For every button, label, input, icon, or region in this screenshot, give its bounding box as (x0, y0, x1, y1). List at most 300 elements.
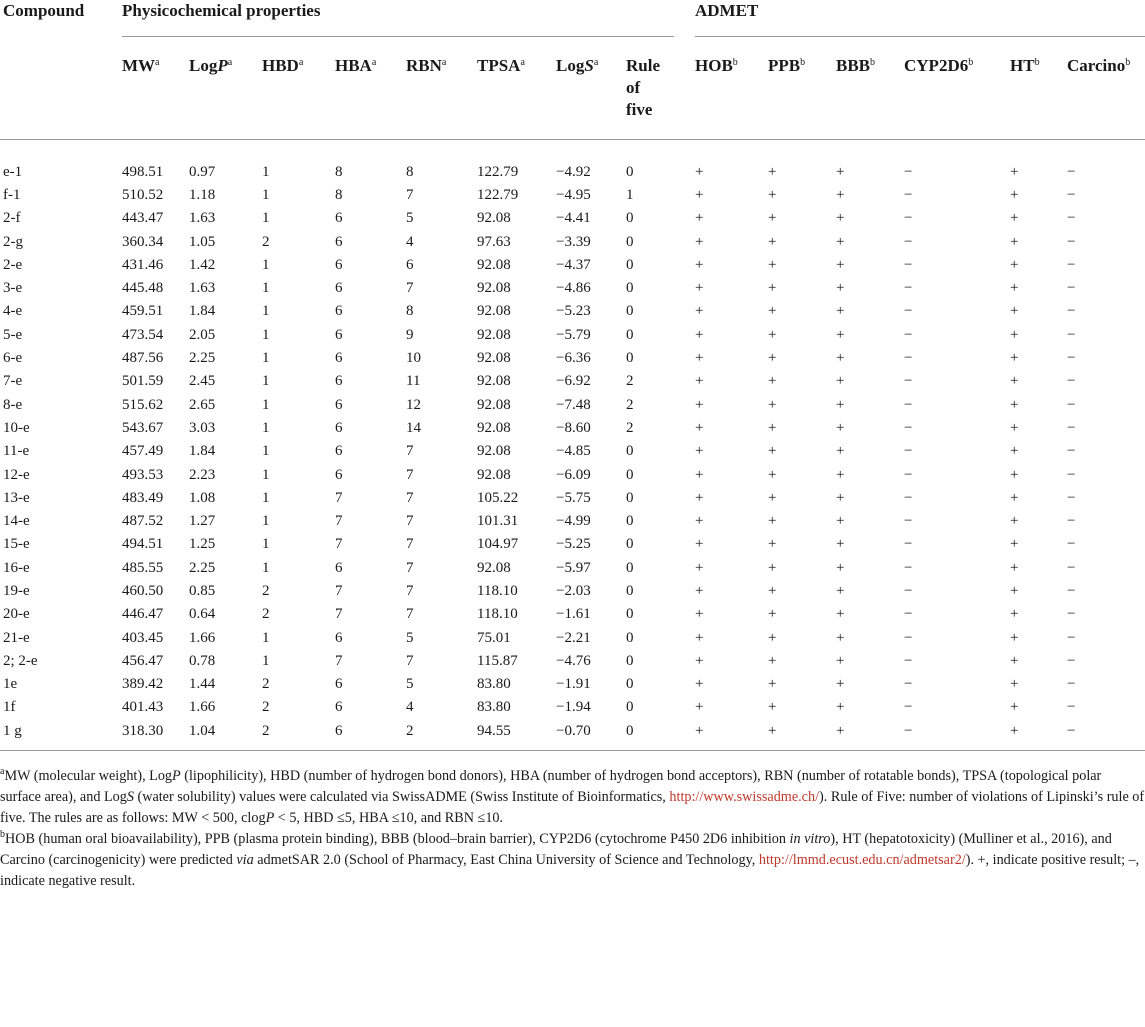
cell-rule-of-five: 0 (626, 513, 634, 530)
swissadme-link[interactable]: http://www.swissadme.ch/ (669, 789, 820, 805)
cell-ppb: + (768, 513, 777, 530)
cell-mw: 485.55 (122, 559, 164, 576)
cell-logs: −4.99 (556, 513, 591, 530)
cell-tpsa: 92.08 (477, 559, 511, 576)
cell-hob: + (695, 582, 704, 599)
cell-ppb: + (768, 536, 777, 553)
admetsar-link[interactable]: http://lmmd.ecust.edu.cn/admetsar2/ (758, 852, 966, 868)
cell-ppb: + (768, 629, 777, 646)
cell-logp: 1.44 (189, 676, 216, 693)
cell-rule-of-five: 0 (626, 466, 634, 483)
cell-hba: 6 (335, 210, 343, 227)
cell-rbn: 7 (406, 582, 414, 599)
cell-hob: + (695, 722, 704, 739)
cell-hba: 6 (335, 699, 343, 716)
cell-logs: −5.97 (556, 559, 591, 576)
cell-hbd: 1 (262, 373, 270, 390)
header-admet: ADMET (695, 1, 759, 20)
cell-logs: −4.85 (556, 443, 591, 460)
cell-cyp2d6: − (904, 210, 913, 227)
cell-hba: 6 (335, 466, 343, 483)
cell-logp: 1.66 (189, 629, 216, 646)
cell-compound: 16-e (3, 559, 30, 576)
cell-ht: + (1010, 350, 1019, 367)
cell-compound: 1f (3, 699, 16, 716)
cell-compound: 21-e (3, 629, 30, 646)
col-hba: HBA$^a$ (335, 56, 377, 75)
table-row (0, 440, 1145, 463)
cell-rule-of-five: 0 (626, 629, 634, 646)
cell-rbn: 5 (406, 676, 414, 693)
cell-ht: + (1010, 233, 1019, 250)
cell-rbn: 8 (406, 303, 414, 320)
cell-logs: −3.39 (556, 233, 591, 250)
cell-tpsa: 83.80 (477, 699, 511, 716)
cell-ppb: + (768, 489, 777, 506)
cell-compound: 20-e (3, 606, 30, 623)
cell-hob: + (695, 489, 704, 506)
cell-hbd: 2 (262, 722, 270, 739)
cell-carcino: − (1067, 652, 1076, 669)
cell-rule-of-five: 0 (626, 652, 634, 669)
cell-ht: + (1010, 210, 1019, 227)
cell-rule-of-five: 0 (626, 559, 634, 576)
cell-mw: 431.46 (122, 256, 164, 273)
cell-carcino: − (1067, 303, 1076, 320)
cell-hob: + (695, 419, 704, 436)
cell-tpsa: 92.08 (477, 210, 511, 227)
col-hob: HOB$^b$ (695, 56, 738, 75)
cell-hob: + (695, 652, 704, 669)
cell-logp: 2.65 (189, 396, 216, 413)
cell-hob: + (695, 163, 704, 180)
cell-bbb: + (836, 233, 845, 250)
cell-carcino: − (1067, 280, 1076, 297)
cell-logp: 1.05 (189, 233, 216, 250)
cell-hob: + (695, 536, 704, 553)
cell-bbb: + (836, 559, 845, 576)
physicochemical-underline (122, 36, 674, 37)
cell-ppb: + (768, 419, 777, 436)
cell-ppb: + (768, 582, 777, 599)
cell-logp: 1.63 (189, 210, 216, 227)
table-row (0, 673, 1145, 696)
cell-tpsa: 92.08 (477, 419, 511, 436)
cell-tpsa: 92.08 (477, 256, 511, 273)
table-row (0, 463, 1145, 486)
cell-mw: 501.59 (122, 373, 164, 390)
cell-rule-of-five: 0 (626, 676, 634, 693)
cell-rbn: 7 (406, 280, 414, 297)
cell-ht: + (1010, 489, 1019, 506)
cell-logp: 1.18 (189, 186, 216, 203)
cell-tpsa: 97.63 (477, 233, 511, 250)
cell-mw: 493.53 (122, 466, 164, 483)
cell-logp: 1.25 (189, 536, 216, 553)
cell-mw: 510.52 (122, 186, 164, 203)
cell-hba: 7 (335, 606, 343, 623)
cell-logs: −4.37 (556, 256, 591, 273)
cell-ppb: + (768, 559, 777, 576)
cell-mw: 487.56 (122, 350, 164, 367)
cell-cyp2d6: − (904, 606, 913, 623)
cell-logs: −4.95 (556, 186, 591, 203)
table-row (0, 649, 1145, 672)
cell-tpsa: 115.87 (477, 652, 518, 669)
cell-compound: 2-g (3, 233, 23, 250)
cell-tpsa: 83.80 (477, 676, 511, 693)
cell-hba: 6 (335, 676, 343, 693)
table-row (0, 253, 1145, 276)
cell-logs: −2.03 (556, 582, 591, 599)
cell-ht: + (1010, 326, 1019, 343)
cell-ht: + (1010, 280, 1019, 297)
cell-hba: 7 (335, 489, 343, 506)
cell-rbn: 7 (406, 186, 414, 203)
cell-rule-of-five: 0 (626, 210, 634, 227)
cell-carcino: − (1067, 373, 1076, 390)
cell-rbn: 7 (406, 513, 414, 530)
cell-hbd: 1 (262, 629, 270, 646)
cell-compound: 4-e (3, 303, 23, 320)
table-row (0, 276, 1145, 299)
cell-logs: −4.92 (556, 163, 591, 180)
cell-hba: 7 (335, 582, 343, 599)
cell-logp: 1.84 (189, 303, 216, 320)
cell-hbd: 1 (262, 536, 270, 553)
cell-hbd: 2 (262, 606, 270, 623)
cell-carcino: − (1067, 210, 1076, 227)
cell-logs: −5.25 (556, 536, 591, 553)
cell-tpsa: 92.08 (477, 326, 511, 343)
cell-ht: + (1010, 419, 1019, 436)
cell-rbn: 7 (406, 443, 414, 460)
table-row (0, 486, 1145, 509)
cell-hbd: 1 (262, 396, 270, 413)
cell-ht: + (1010, 373, 1019, 390)
cell-carcino: − (1067, 722, 1076, 739)
cell-logs: −6.92 (556, 373, 591, 390)
cell-hba: 6 (335, 373, 343, 390)
cell-tpsa: 92.08 (477, 280, 511, 297)
cell-ppb: + (768, 210, 777, 227)
cell-rbn: 9 (406, 326, 414, 343)
header-rule (0, 139, 1145, 140)
cell-rbn: 10 (406, 350, 421, 367)
cell-rule-of-five: 0 (626, 303, 634, 320)
cell-ppb: + (768, 350, 777, 367)
cell-bbb: + (836, 466, 845, 483)
cell-logs: −4.76 (556, 652, 591, 669)
cell-bbb: + (836, 652, 845, 669)
cell-ht: + (1010, 676, 1019, 693)
cell-carcino: − (1067, 699, 1076, 716)
cell-logp: 1.27 (189, 513, 216, 530)
cell-ht: + (1010, 163, 1019, 180)
cell-cyp2d6: − (904, 466, 913, 483)
cell-hob: + (695, 326, 704, 343)
cell-hob: + (695, 373, 704, 390)
cell-rule-of-five: 2 (626, 396, 634, 413)
cell-mw: 456.47 (122, 652, 164, 669)
cell-tpsa: 92.08 (477, 396, 511, 413)
cell-hbd: 1 (262, 326, 270, 343)
cell-bbb: + (836, 629, 845, 646)
cell-logp: 0.97 (189, 163, 216, 180)
cell-tpsa: 105.22 (477, 489, 519, 506)
cell-rule-of-five: 0 (626, 350, 634, 367)
cell-carcino: − (1067, 606, 1076, 623)
cell-compound: 2-e (3, 256, 23, 273)
cell-cyp2d6: − (904, 629, 913, 646)
cell-hob: + (695, 256, 704, 273)
cell-bbb: + (836, 606, 845, 623)
cell-bbb: + (836, 326, 845, 343)
cell-tpsa: 92.08 (477, 466, 511, 483)
table-row (0, 300, 1145, 323)
cell-tpsa: 92.08 (477, 303, 511, 320)
table-row (0, 346, 1145, 369)
cell-cyp2d6: − (904, 233, 913, 250)
cell-rule-of-five: 0 (626, 443, 634, 460)
cell-ppb: + (768, 233, 777, 250)
cell-hbd: 1 (262, 466, 270, 483)
table-row (0, 579, 1145, 602)
cell-ppb: + (768, 326, 777, 343)
cell-ht: + (1010, 536, 1019, 553)
cell-rule-of-five: 0 (626, 163, 634, 180)
table-row (0, 323, 1145, 346)
cell-logs: −4.41 (556, 210, 591, 227)
cell-compound: 11-e (3, 443, 30, 460)
cell-rbn: 4 (406, 699, 414, 716)
cell-hob: + (695, 303, 704, 320)
cell-hbd: 1 (262, 303, 270, 320)
cell-ppb: + (768, 163, 777, 180)
cell-cyp2d6: − (904, 303, 913, 320)
cell-compound: f-1 (3, 186, 21, 203)
cell-hba: 6 (335, 419, 343, 436)
cell-mw: 498.51 (122, 163, 164, 180)
cell-logs: −5.79 (556, 326, 591, 343)
cell-carcino: − (1067, 676, 1076, 693)
cell-hba: 6 (335, 233, 343, 250)
cell-hbd: 1 (262, 419, 270, 436)
footnotes (0, 766, 1145, 892)
footnote-a: $^a$MW (molecular weight), LogP (lipophilicity), HBD (number of hydrogen bond donors), HBA (number of hydrogen bond acceptors), RBN (number of rotatable bonds), TPSA (topological polar surface area), and LogS (water solubility) values were calculated via SwissADME (Swiss Institute of Bioinformatics, http://www.swissadme.ch/). Rule of Five: number of violations of Lipinski’s rule of five. The rules are as follows: MW < 500, clogP < 5, HBD ≤5, HBA ≤10, and RBN ≤10. (0, 766, 1145, 826)
table-row (0, 230, 1145, 253)
cell-bbb: + (836, 186, 845, 203)
cell-mw: 360.34 (122, 233, 164, 250)
cell-rule-of-five: 0 (626, 536, 634, 553)
cell-mw: 445.48 (122, 280, 164, 297)
cell-hba: 6 (335, 350, 343, 367)
cell-hbd: 1 (262, 210, 270, 227)
cell-logs: −2.21 (556, 629, 591, 646)
cell-hba: 6 (335, 722, 343, 739)
cell-bbb: + (836, 163, 845, 180)
cell-bbb: + (836, 303, 845, 320)
cell-ht: + (1010, 443, 1019, 460)
cell-tpsa: 104.97 (477, 536, 519, 553)
table-row (0, 416, 1145, 439)
cell-tpsa: 101.31 (477, 513, 519, 530)
cell-hba: 6 (335, 326, 343, 343)
cell-logs: −4.86 (556, 280, 591, 297)
cell-carcino: − (1067, 582, 1076, 599)
cell-cyp2d6: − (904, 652, 913, 669)
cell-carcino: − (1067, 419, 1076, 436)
header-compound: Compound (3, 1, 85, 20)
col-cyp2d6: CYP2D6$^b$ (904, 56, 974, 75)
cell-bbb: + (836, 513, 845, 530)
cell-hbd: 1 (262, 652, 270, 669)
cell-logp: 1.04 (189, 722, 216, 739)
cell-logp: 0.78 (189, 652, 216, 669)
cell-carcino: − (1067, 513, 1076, 530)
cell-ppb: + (768, 396, 777, 413)
cell-hob: + (695, 466, 704, 483)
cell-mw: 543.67 (122, 419, 164, 436)
cell-bbb: + (836, 419, 845, 436)
cell-rule-of-five: 0 (626, 233, 634, 250)
cell-hba: 6 (335, 443, 343, 460)
cell-hob: + (695, 443, 704, 460)
cell-logs: −7.48 (556, 396, 591, 413)
cell-carcino: − (1067, 326, 1076, 343)
cell-mw: 483.49 (122, 489, 164, 506)
cell-logs: −5.75 (556, 489, 591, 506)
cell-compound: 19-e (3, 582, 30, 599)
cell-bbb: + (836, 396, 845, 413)
cell-bbb: + (836, 489, 845, 506)
cell-mw: 389.42 (122, 676, 164, 693)
cell-hba: 6 (335, 559, 343, 576)
col-mw: $MW^a$ (122, 56, 160, 75)
cell-compound: 13-e (3, 489, 30, 506)
col-bbb: BBB$^b$ (836, 56, 876, 75)
cell-mw: 515.62 (122, 396, 164, 413)
cell-rbn: 11 (406, 373, 421, 390)
cell-rbn: 14 (406, 419, 421, 436)
col-ppb: PPB$^b$ (768, 56, 806, 75)
cell-rule-of-five: 0 (626, 722, 634, 739)
cell-compound: 3-e (3, 280, 23, 297)
table-row (0, 509, 1145, 532)
cell-hbd: 1 (262, 489, 270, 506)
cell-rbn: 7 (406, 489, 414, 506)
cell-logp: 2.25 (189, 350, 216, 367)
cell-rule-of-five: 0 (626, 582, 634, 599)
cell-ppb: + (768, 699, 777, 716)
table-row (0, 183, 1145, 206)
cell-logp: 1.84 (189, 443, 216, 460)
cell-bbb: + (836, 280, 845, 297)
cell-logs: −0.70 (556, 722, 591, 739)
cell-rbn: 6 (406, 256, 414, 273)
cell-cyp2d6: − (904, 582, 913, 599)
cell-bbb: + (836, 699, 845, 716)
cell-logp: 3.03 (189, 419, 216, 436)
cell-rbn: 7 (406, 606, 414, 623)
cell-tpsa: 118.10 (477, 606, 518, 623)
cell-cyp2d6: − (904, 443, 913, 460)
cell-cyp2d6: − (904, 163, 913, 180)
cell-compound: 6-e (3, 350, 23, 367)
col-rule-of-five: Rule of five (626, 56, 660, 119)
cell-hob: + (695, 186, 704, 203)
cell-hbd: 1 (262, 513, 270, 530)
cell-mw: 487.52 (122, 513, 164, 530)
cell-rule-of-five: 0 (626, 489, 634, 506)
cell-bbb: + (836, 350, 845, 367)
cell-hba: 6 (335, 256, 343, 273)
cell-compound: 8-e (3, 396, 23, 413)
cell-carcino: − (1067, 186, 1076, 203)
cell-ht: + (1010, 256, 1019, 273)
cell-mw: 494.51 (122, 536, 164, 553)
cell-carcino: − (1067, 163, 1076, 180)
col-tpsa: TPSA$^a$ (477, 56, 525, 75)
cell-logp: 1.08 (189, 489, 216, 506)
cell-bbb: + (836, 722, 845, 739)
cell-ppb: + (768, 652, 777, 669)
cell-compound: 2; 2-e (3, 652, 38, 669)
cell-rule-of-five: 0 (626, 280, 634, 297)
cell-logp: 0.64 (189, 606, 216, 623)
cell-hbd: 2 (262, 699, 270, 716)
cell-bbb: + (836, 676, 845, 693)
cell-rule-of-five: 0 (626, 606, 634, 623)
col-carcino: Carcino$^b$ (1067, 56, 1131, 75)
cell-ppb: + (768, 303, 777, 320)
cell-ppb: + (768, 606, 777, 623)
cell-cyp2d6: − (904, 280, 913, 297)
cell-ht: + (1010, 466, 1019, 483)
cell-rbn: 8 (406, 163, 414, 180)
cell-rbn: 7 (406, 536, 414, 553)
cell-cyp2d6: − (904, 699, 913, 716)
cell-bbb: + (836, 582, 845, 599)
cell-carcino: − (1067, 443, 1076, 460)
cell-rbn: 4 (406, 233, 414, 250)
cell-logp: 1.63 (189, 280, 216, 297)
cell-compound: 5-e (3, 326, 23, 343)
cell-mw: 473.54 (122, 326, 164, 343)
cell-mw: 457.49 (122, 443, 164, 460)
cell-hbd: 1 (262, 443, 270, 460)
cell-carcino: − (1067, 233, 1076, 250)
cell-hba: 6 (335, 396, 343, 413)
table-row (0, 603, 1145, 626)
cell-carcino: − (1067, 396, 1076, 413)
cell-bbb: + (836, 256, 845, 273)
cell-ppb: + (768, 466, 777, 483)
cell-cyp2d6: − (904, 373, 913, 390)
table-row (0, 160, 1145, 183)
cell-tpsa: 118.10 (477, 582, 518, 599)
cell-ht: + (1010, 629, 1019, 646)
cell-carcino: − (1067, 489, 1076, 506)
cell-bbb: + (836, 443, 845, 460)
cell-logp: 0.85 (189, 582, 216, 599)
table-row (0, 626, 1145, 649)
cell-rbn: 5 (406, 629, 414, 646)
table-row (0, 207, 1145, 230)
col-hbd: HBD$^a$ (262, 56, 304, 75)
cell-cyp2d6: − (904, 513, 913, 530)
cell-cyp2d6: − (904, 489, 913, 506)
